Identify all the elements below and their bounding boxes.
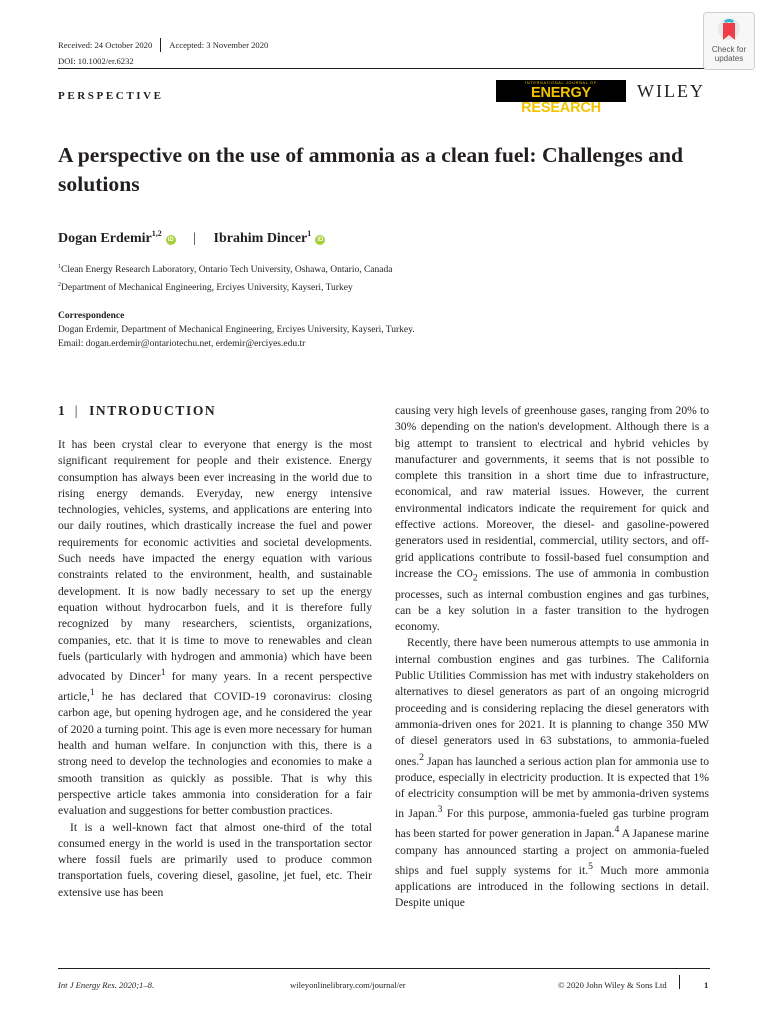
received-date: Received: 24 October 2020 <box>58 40 153 50</box>
paragraph-text: Much more ammonia applications are introduced in the following sections in detail. Despite unique <box>395 863 709 910</box>
paragraph-text: Japan has launched a serious action plan for ammonia use to produce, especially in electricity production. It is expected that 1% of electricity consumption will be met by ammonia-driven systems in Japan. <box>395 754 709 821</box>
paragraph-text: Recently, there have been numerous attempts to use ammonia in internal combustion engines and gas turbines. The California Public Utilities Commission has met with industry stakeholders on alternatives to diesel generators as part of an ongoing microgrid proceeding and is considering replacing the diesel generators with ammonia-driven ones for 2021. It is planning to change 350 MW of diesel generators used in 63 substations, to ammonia-fueled ones. <box>395 636 709 768</box>
journal-logo[interactable] <box>496 80 626 116</box>
citation-marker[interactable]: 3 <box>437 804 443 816</box>
paragraph <box>58 437 372 820</box>
article-dates <box>58 38 268 52</box>
paragraph-text: It has been crystal clear to everyone that energy is the most significant requirement for people and their existence. Energy consumption has always been ever increasing in the world due to rising energy demands. Everyday, new energy intensive technologies, vehicles, systems, and applications are entering into our daily routines, which drastically increase the fuel and power requirements for economic activities and societal developments. Such needs have impacted the energy equation with various constraints related to the environment, health, and sustainable development. It is now badly necessary to set up the energy equation without hydrocarbon fuels, and it is therefore fully recognized by many researchers, scientists, organizations, companies, etc. that it is time to move to renewables and clean fuels (particularly with hydrogen and ammonia) which have been advocated by Dincer <box>58 438 372 684</box>
author-affiliation-marker: 1,2 <box>151 229 162 238</box>
article-type: PERSPECTIVE <box>58 90 164 102</box>
article-title: A perspective on the use of ammonia as a clean fuel: Challenges and solutions <box>58 143 684 196</box>
footer-divider <box>679 975 680 989</box>
crossmark-icon <box>716 17 742 45</box>
orcid-icon[interactable]: iD <box>167 237 174 243</box>
correspondence-email[interactable]: Email: dogan.erdemir@ontariotechu.net, erdemir@erciyes.edu.tr <box>58 339 306 349</box>
author-affiliation-marker: 1 <box>307 229 312 238</box>
citation-marker[interactable]: 1 <box>160 667 166 679</box>
paragraph-text: For this purpose, ammonia-fueled gas turbine program has been started for power generation in Japan. <box>395 807 709 841</box>
author-name[interactable]: Dogan Erdemir <box>58 231 152 246</box>
citation-marker[interactable]: 5 <box>588 860 593 872</box>
author-name[interactable]: Ibrahim Dincer <box>213 231 308 246</box>
citation-marker[interactable]: 2 <box>419 751 424 763</box>
doi[interactable]: DOI: 10.1002/er.6232 <box>58 56 134 66</box>
paragraph-text: A Japanese marine company has announced starting a project on ammonia-fueled ships and fuel supply systems for it. <box>395 827 709 877</box>
paragraph-text: for many years. In a recent perspective article, <box>58 670 372 704</box>
citation-marker[interactable]: 1 <box>89 687 95 699</box>
journal-logo-subtitle: INTERNATIONAL JOURNAL OF <box>525 81 597 85</box>
affiliation-marker: 1 <box>58 264 61 270</box>
subscript: 2 <box>472 572 478 584</box>
footer-copyright: © 2020 John Wiley & Sons Ltd <box>558 980 667 990</box>
paragraph-text: he has declared that COVID-19 coronavirus: closing carbon age, but opening hydrogen age, and he considered the year of 2020 a turning point. This age is even more necessary for human health and human welfare. In conjunction with this, there is a strong need to develop the technologies and economies to make a smooth transition as quickly as possible. That is why this perspective article takes ammonia into consideration for a fair evaluation and suggestions for better combustion practices. <box>58 690 372 818</box>
footer-rule <box>58 968 710 969</box>
correspondence-heading: Correspondence <box>58 311 125 321</box>
header-divider <box>160 38 161 52</box>
affiliation <box>58 282 353 293</box>
section-separator: | <box>74 403 80 418</box>
citation-marker[interactable]: 4 <box>614 824 620 836</box>
paragraph-text: emissions. The use of ammonia in combustion processes, such as internal combustion engines and gas turbines, can be a key solution in a faster transition to the hydrogen economy. <box>395 566 709 634</box>
publisher-logo[interactable]: WILEY <box>637 81 705 101</box>
section-number: 1 <box>58 403 65 418</box>
journal-logo-name: ENERGY RESEARCH <box>521 85 601 116</box>
check-for-updates-badge[interactable] <box>703 12 755 70</box>
orcid-icon[interactable]: iD <box>317 237 324 243</box>
author-separator: | <box>193 231 197 246</box>
body-column-right <box>395 403 709 912</box>
check-updates-line1: Check for <box>711 45 747 54</box>
footer-citation: Int J Energy Res. 2020;1–8. <box>58 980 155 990</box>
section-title: INTRODUCTION <box>89 403 217 418</box>
affiliation-marker: 2 <box>58 282 61 288</box>
section-heading <box>58 403 216 419</box>
page-number: 1 <box>704 980 709 990</box>
body-column-left <box>58 437 372 901</box>
affiliation <box>58 264 392 275</box>
footer-url[interactable]: wileyonlinelibrary.com/journal/er <box>290 980 406 990</box>
paragraph: It is a well-known fact that almost one-third of the total consumed energy in the world is used in the transportation sector where fossil fuels are primarily used to produce common transportation fuels, covering diesel, gasoline, jet fuel, etc. Their extensive use has been <box>58 820 372 899</box>
paragraph-text: causing very high levels of greenhouse gases, ranging from 20% to 30% depending on the nation's development. Although there is a big attempt to transient to electrical and hybrid vehicles by manufacturer and governments, it seems that is not possible to complete this transition in a short time due to infrastructure, economical, and raw material issues. However, the current environmental indicators indicate the requirement for quick and effective actions. Moreover, the diesel- and gasoline-powered generators used in residential, commercial, utility sectors, and off-grid applications contribute to fossil-based fuel consumption and increase the CO <box>395 404 709 580</box>
affiliation-text: Department of Mechanical Engineering, Erciyes University, Kayseri, Turkey <box>61 283 353 293</box>
author-list <box>58 229 325 247</box>
paragraph <box>395 403 709 635</box>
affiliation-text: Clean Energy Research Laboratory, Ontario Tech University, Oshawa, Ontario, Canada <box>61 265 393 275</box>
accepted-date: Accepted: 3 November 2020 <box>169 40 269 50</box>
paragraph <box>395 635 709 911</box>
header-rule <box>58 68 710 69</box>
correspondence-address: Dogan Erdemir, Department of Mechanical Engineering, Erciyes University, Kayseri, Turkey. <box>58 325 415 335</box>
check-updates-line2: updates <box>714 54 744 63</box>
